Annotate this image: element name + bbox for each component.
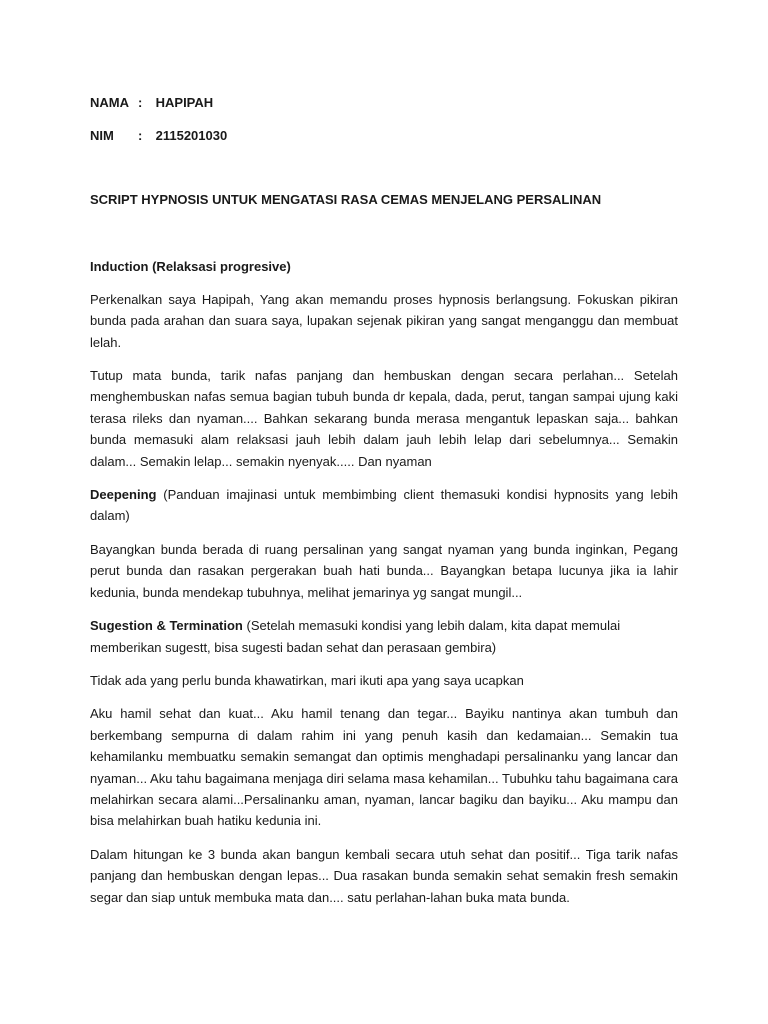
suggestion-note: (Setelah memasuki kondisi yang lebih dalam, kita dapat memulai memberikan sugestt, bisa sugesti badan sehat dan perasaan gembira) (90, 618, 621, 655)
suggestion-paragraph-2: Aku hamil sehat dan kuat... Aku hamil tenang dan tegar... Bayiku nantinya akan tumbuh dan berkembang sempurna di dalam rahim ini yang penuh kasih dan kedamaian... Semakin tua kehamilanku membuatku semakin semangat dan optimis menghadapi persalinanku yang lancar dan nyaman... Aku tahu bagaimana menjaga diri selama masa kehamilan... Tubuhku tahu bagaimana cara melahirkan secara alami...Persalinanku aman, nyaman, lancar bagiku dan bayiku... Aku mampu dan bisa melahirkan buah hatiku kedunia ini. (90, 706, 678, 829)
nim-label: NIM (90, 128, 114, 143)
induction-paragraph-2: Tutup mata bunda, tarik nafas panjang dan hembuskan dengan secara perlahan... Setelah menghembuskan nafas semua bagian tubuh bunda dr kepala, dada, perut, tangan sampai ujung kaki terasa rileks dan nyaman.... Bahkan sekarang bunda merasa mengantuk lepaskan saja... bahkan bunda memasuki alam relaksasi jauh lebih dalam jauh lebih lelap dari sebelumnya... Semakin dalam... Semakin lelap... semakin nyenyak..... Dan nyaman (90, 368, 678, 469)
deepening-paragraph: Bayangkan bunda berada di ruang persalinan yang sangat nyaman yang bunda inginkan, Pegang perut bunda dan rasakan pergerakan buah hati bunda... Bayangkan betapa lucunya jika ia lahir kedunia, bunda mendekap tubuhnya, melihat jemarinya yg sangat mungil... (90, 541, 678, 600)
deepening-note: (Panduan imajinasi untuk membimbing client themasuki kondisi hypnosits yang lebih dalam) (90, 487, 678, 524)
document-title: SCRIPT HYPNOSIS UNTUK MENGATASI RASA CEMAS MENJELANG PERSALINAN (90, 192, 602, 207)
document-page (90, 92, 678, 908)
suggestion-paragraph-1: Tidak ada yang perlu bunda khawatirkan, mari ikuti apa yang saya ucapkan (90, 672, 524, 688)
name-value: HAPIPAH (155, 95, 214, 110)
deepening-heading: Deepening (90, 487, 157, 503)
nim-separator: : (138, 128, 143, 143)
suggestion-line (90, 615, 678, 658)
name-separator: : (138, 95, 143, 110)
name-field (90, 92, 678, 113)
nim-value: 2115201030 (155, 128, 228, 143)
name-label: NAMA (90, 95, 129, 110)
induction-heading: Induction (Relaksasi progresive) (90, 259, 291, 275)
suggestion-paragraph-3: Dalam hitungan ke 3 bunda akan bangun kembali secara utuh sehat dan positif... Tiga tarik nafas panjang dan hembuskan dengan lepas... Dua rasakan bunda semakin sehat semakin fresh semakin segar dan siap untuk membuka mata dan.... satu perlahan-lahan buka mata bunda. (90, 846, 678, 905)
induction-paragraph-1: Perkenalkan saya Hapipah, Yang akan memandu proses hypnosis berlangsung. Fokuskan pikiran bunda pada arahan dan suara saya, lupakan sejenak pikiran yang sangat menganggu dan membuat lelah. (90, 291, 678, 350)
suggestion-heading: Sugestion & Termination (90, 618, 243, 634)
deepening-line (90, 484, 678, 527)
nim-field (90, 125, 678, 146)
